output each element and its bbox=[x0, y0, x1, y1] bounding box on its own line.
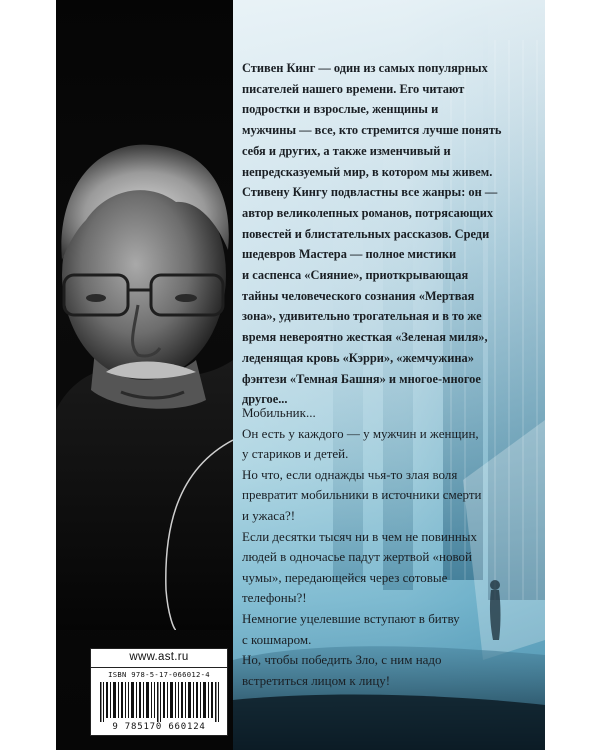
blurb-line: телефоны?! bbox=[242, 590, 307, 606]
bio-line: Стивен Кинг — один из самых популярных bbox=[242, 61, 488, 75]
bio-line: время невероятно жесткая «Зеленая миля», bbox=[242, 330, 488, 345]
publisher-website: www.ast.ru bbox=[129, 651, 189, 663]
barcode-divider bbox=[91, 667, 227, 668]
blurb-line: у стариков и детей. bbox=[242, 446, 349, 462]
bio-line: леденящая кровь «Кэрри», «жемчужина» bbox=[242, 350, 474, 365]
bio-line: фэнтези «Темная Башня» и многое-многое bbox=[242, 371, 481, 386]
bio-line: себя и других, а также изменчивый и bbox=[242, 143, 451, 158]
book-blurb-paragraph bbox=[242, 403, 542, 691]
bio-line: мужчины — все, кто стремится лучше понять bbox=[242, 123, 502, 138]
bio-line: повестей и блистательных рассказов. Среди bbox=[242, 226, 490, 241]
author-bio-paragraph bbox=[242, 58, 542, 410]
book-back-cover bbox=[56, 0, 545, 750]
barcode-bars bbox=[100, 682, 220, 722]
barcode-panel bbox=[90, 648, 228, 736]
blurb-line: и ужаса?! bbox=[242, 507, 296, 523]
blurb-line: превратит мобильники в источники смерти bbox=[242, 487, 482, 503]
bio-line: автор великолепных романов, потрясающих bbox=[242, 205, 494, 220]
blurb-line: Но что, если однажды чья-то злая воля bbox=[242, 466, 458, 482]
bio-line: и саспенса «Сияние», приоткрывающая bbox=[242, 268, 469, 283]
bio-line: подростки и взрослые, женщины и bbox=[242, 102, 439, 117]
bio-line: зона», удивительно трогательная и в то же bbox=[242, 309, 482, 324]
blurb-line: Но, чтобы победить Зло, с ним надо bbox=[242, 652, 442, 668]
isbn-label: ISBN 978-5-17-066012-4 bbox=[108, 670, 210, 679]
author-portrait bbox=[56, 110, 233, 630]
bio-line: другое... bbox=[242, 392, 288, 407]
blurb-line: чумы», передающейся через сотовые bbox=[242, 569, 448, 585]
blurb-line: встретиться лицом к лицу! bbox=[242, 672, 391, 688]
blurb-line: Он есть у каждого — у мужчин и женщин, bbox=[242, 425, 479, 441]
blurb-line: Мобильник... bbox=[242, 405, 316, 420]
author-photo-panel bbox=[56, 0, 233, 750]
blurb-line: с кошмаром. bbox=[242, 631, 312, 647]
bio-line: писателей нашего времени. Его читают bbox=[242, 81, 465, 96]
bio-line: тайны человеческого сознания «Мертвая bbox=[242, 288, 475, 303]
bio-line: Стивену Кингу подвластны все жанры: он — bbox=[242, 185, 498, 200]
barcode-digits: 9 785170 660124 bbox=[112, 722, 206, 732]
blurb-line: Если десятки тысяч ни в чем не повинных bbox=[242, 528, 478, 544]
bio-line: шедевров Мастера — полное мистики bbox=[242, 247, 457, 262]
blurb-line: Немногие уцелевшие вступают в битву bbox=[242, 610, 460, 626]
blurb-line: людей в одночасье падут жертвой «новой bbox=[242, 549, 472, 565]
bio-line: непредсказуемый мир, в котором мы живем. bbox=[242, 164, 493, 179]
